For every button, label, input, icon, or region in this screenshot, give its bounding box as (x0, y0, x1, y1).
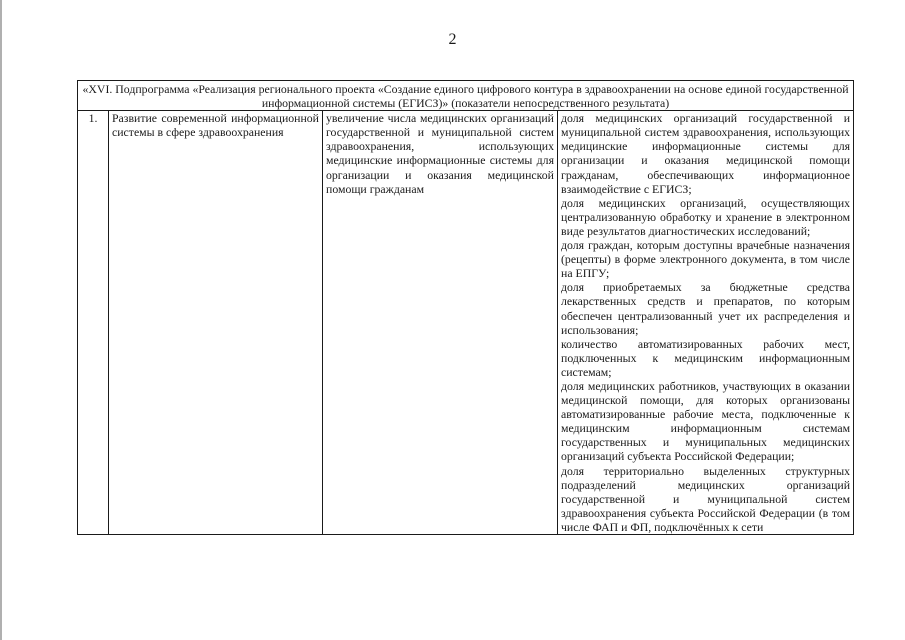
indicator-item: доля медицинских работников, участвующих в оказании медицинской помощи, для которых организованы автоматизированные рабочие места, подключенные к медицинским информационным системам государственных и муниципальных медицинских организаций субъекта Российской Федерации; (561, 378, 851, 464)
indicators-table (77, 80, 854, 535)
result-text: увеличение числа медицинских организаций государственной и муниципальной систем здравоохранения, использующих медицинские информационные системы для организации и оказания медицинской помощи гражданам (326, 111, 554, 196)
page-number: 2 (448, 31, 457, 48)
table-row (78, 111, 854, 535)
scan-left-edge (0, 0, 2, 640)
section-heading: «XVI. Подпрограмма «Реализация регионального проекта «Создание единого цифрового контура в здравоохранении на основе единой государственной информационной системы (ЕГИСЗ)» (показатели непосредственного результата) (78, 81, 854, 111)
result-cell (323, 111, 558, 535)
indicator-item: доля граждан, которым доступны врачебные назначения (рецепты) в форме электронного документа, в том числе на ЕПГУ; (561, 238, 851, 281)
task-text: Развитие современной информационной системы в сфере здравоохранения (112, 111, 319, 140)
row-number: 1. (78, 111, 109, 535)
section-heading-row (78, 81, 854, 111)
indicator-item: количество автоматизированных рабочих мест, подключенных к медицинским информационным системам; (561, 336, 851, 379)
task-cell (109, 111, 323, 535)
indicator-item: доля медицинских организаций государственной и муниципальной систем здравоохранения, использующих медицинские информационные системы для организации и оказания медицинской помощи гражданам, обеспечивающих информационное взаимодействие с ЕГИСЗ; (561, 111, 851, 196)
indicator-item: доля территориально выделенных структурных подразделений медицинских организаций государственной и муниципальной систем здравоохранения субъекта Российской Федерации (в том числе ФАП и ФП, подключённых к сети (561, 463, 851, 534)
indicator-item: доля приобретаемых за бюджетные средства лекарственных средств и препаратов, по которым обеспечен централизованный учет их распределения и использования; (561, 280, 851, 337)
indicators-cell (558, 111, 854, 535)
indicator-item: доля медицинских организаций, осуществляющих централизованную обработку и хранение в электронном виде результатов диагностических исследований; (561, 195, 851, 238)
